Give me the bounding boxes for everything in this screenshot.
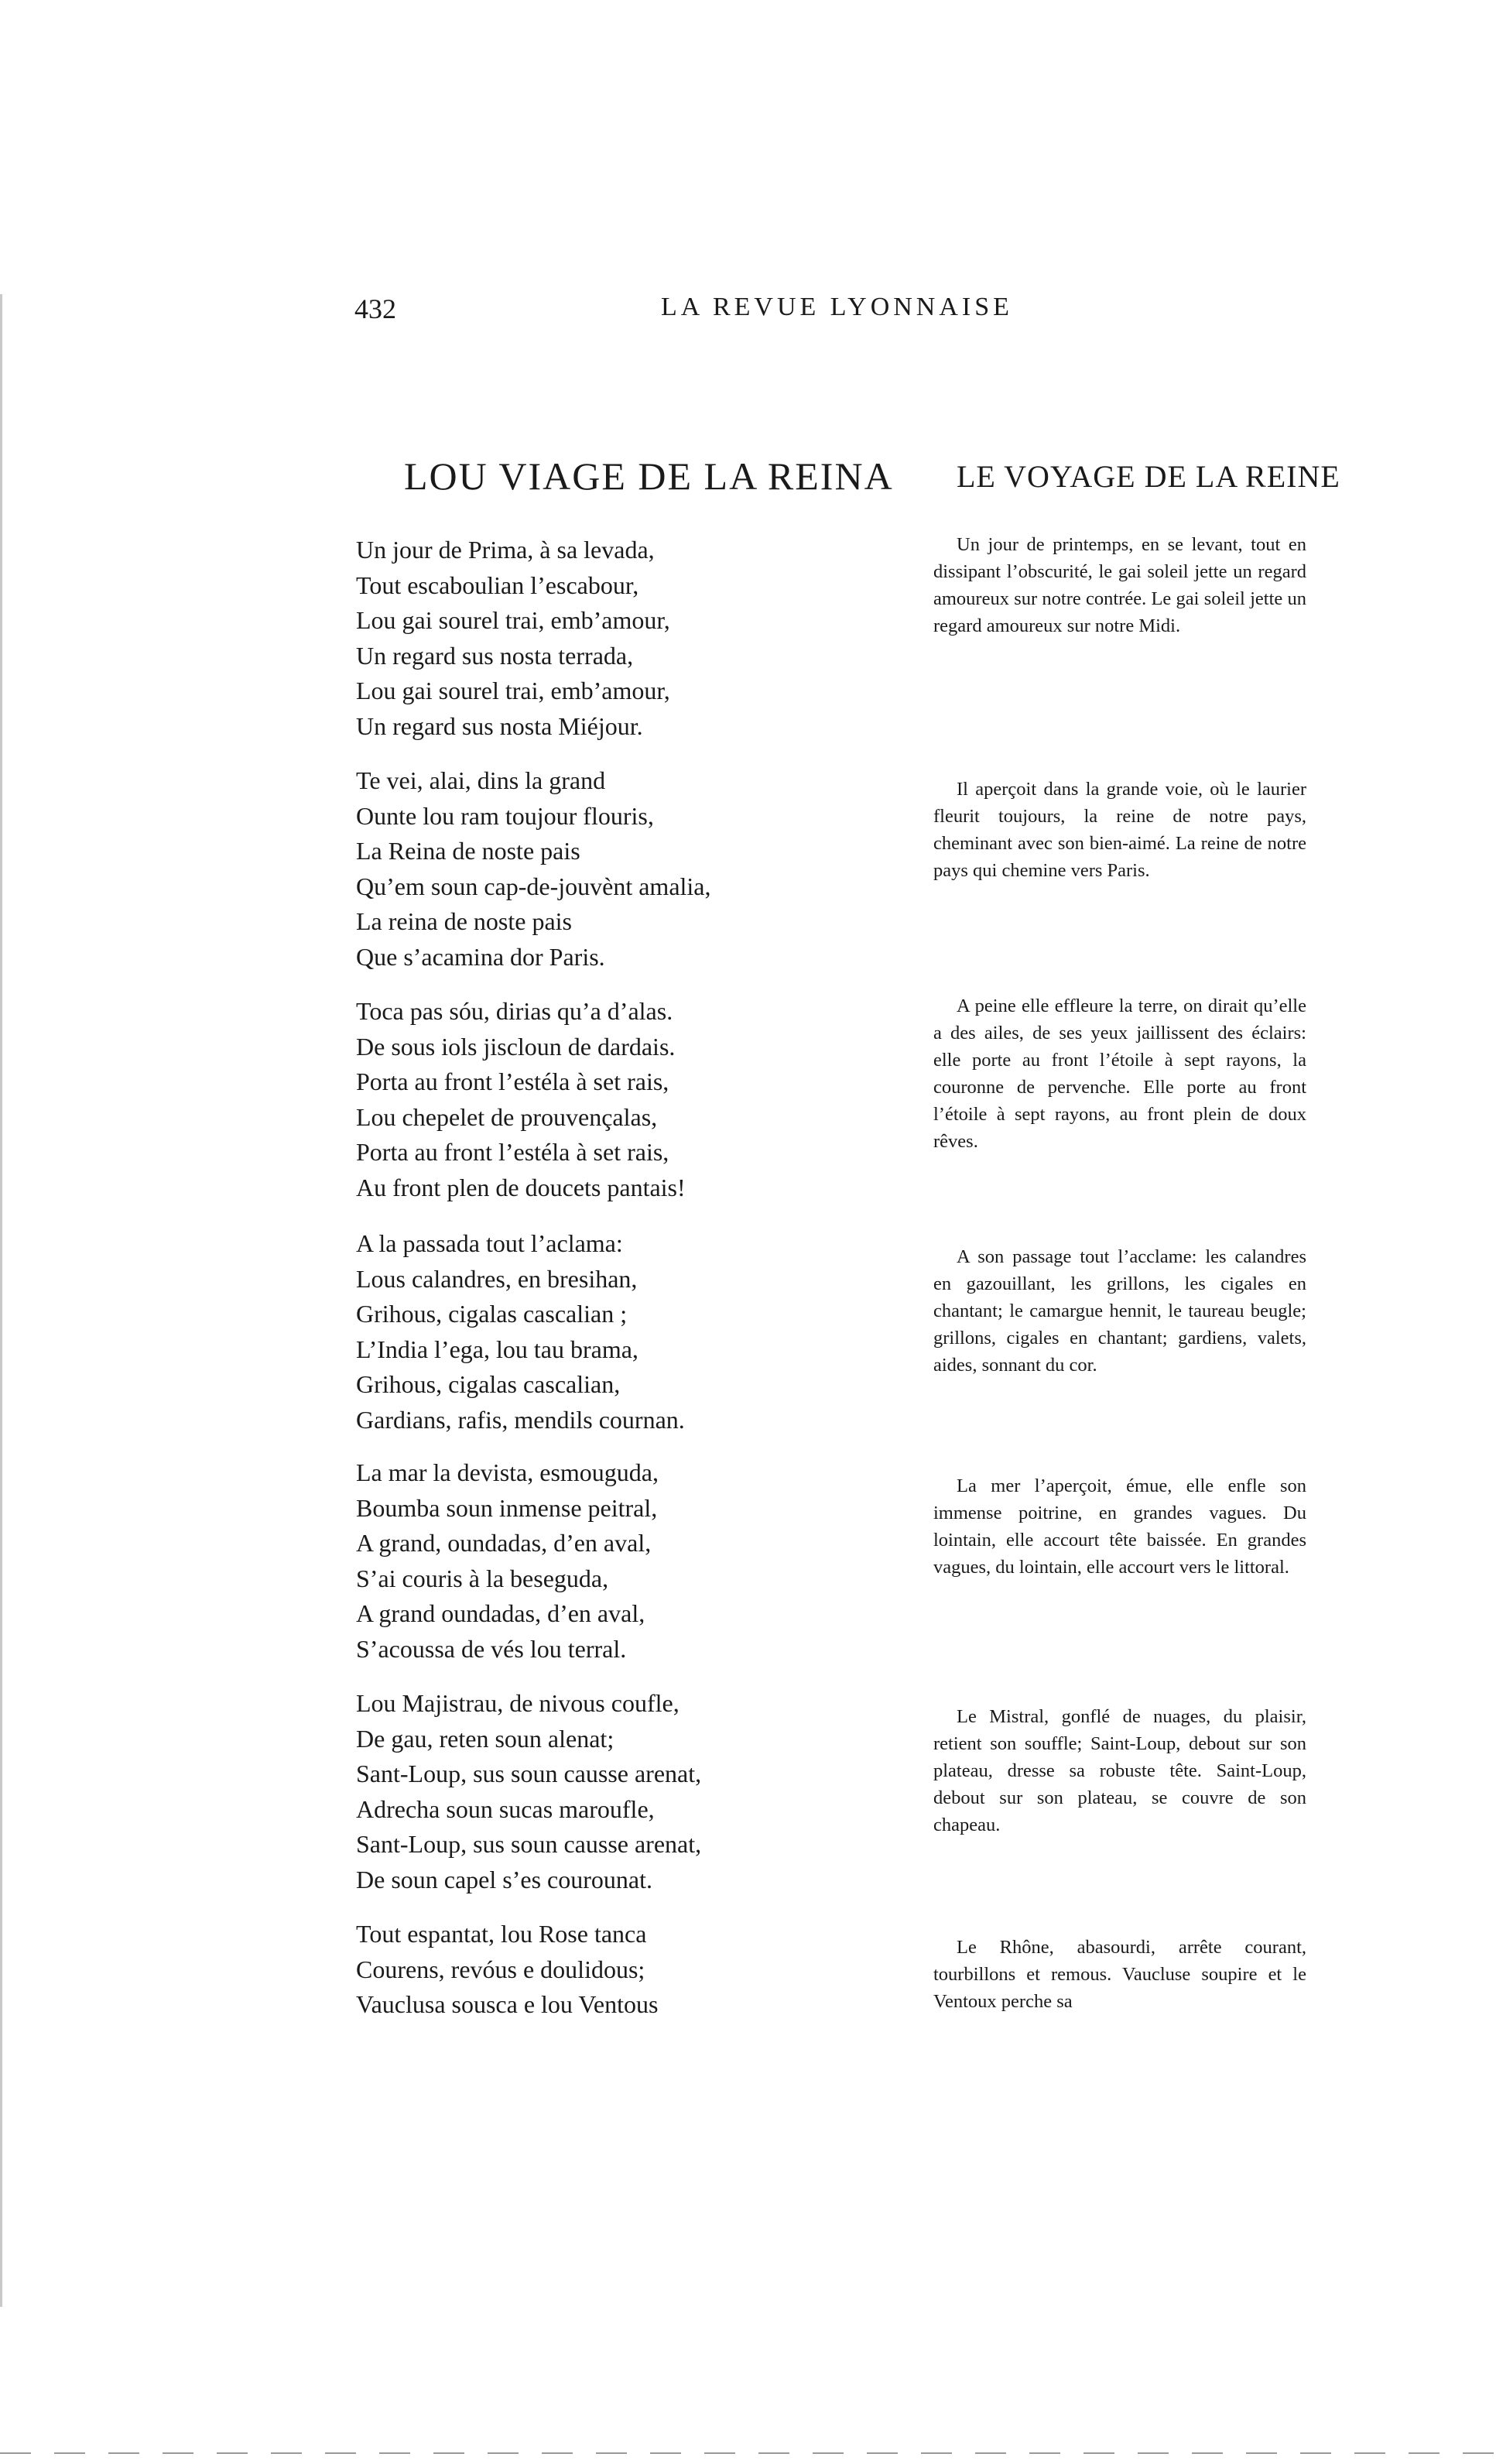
translation-paragraph: Le Mistral, gonflé de nuages, du plaisir, retient son souffle; Saint-Loup, debout sur son plateau, dresse sa robuste tête. Saint-Loup, debout sur son plateau, se couvre de son chapeau. [933,1706,1306,1835]
verse-line: Tout escaboulian l’escabour, [356,571,639,599]
verse-line: Un jour de Prima, à sa levada, [356,536,655,564]
footer-rule [0,2452,1496,2454]
poem-stanza [356,1686,701,1897]
verse-line: Lou Majistrau, de nivous coufle, [356,1689,680,1717]
verse-line: Vauclusa sousca e lou Ventous [356,1990,659,2018]
verse-line: La Reina de noste pais [356,837,580,865]
verse-line: Adrecha soun sucas maroufle, [356,1794,655,1823]
verse-line: Lou gai sourel trai, emb’amour, [356,606,670,634]
verse-line: Lous calandres, en bresihan, [356,1264,638,1293]
verse-line: Porta au front l’estéla à set rais, [356,1138,669,1166]
page-number: 432 [354,293,396,324]
verse-line: Tout espantat, lou Rose tanca [356,1920,647,1948]
translation-paragraph: Il aperçoit dans la grande voie, où le laurier fleurit toujours, la reine de notre pays, cheminant avec son bien-aimé. La reine de notre pays qui chemine vers Paris. [933,779,1306,881]
page-header [354,293,1051,331]
verse-line: Lou gai sourel trai, emb’amour, [356,677,670,704]
verse-line: Lou chepelet de prouvençalas, [356,1102,658,1131]
verse-line: Sant-Loup, sus soun causse arenat, [356,1830,702,1858]
translation-paragraph: A son passage tout l’acclame: les calandres en gazouillant, les grillons, les cigales en chantant; le camargue hennit, le taureau beugle; grillons, cigales en chantant; gardiens, valets, aides, sonnant du cor. [933,1246,1306,1376]
translation-paragraph: Le Rhône, abasourdi, arrête courant, tourbillons et remous. Vaucluse soupire et le Ventoux perche sa [933,1937,1306,2012]
verse-line: Qu’em soun cap-de-jouvènt amalia, [356,872,711,900]
poem-stanza [356,1226,685,1438]
verse-line: Un regard sus nosta Miéjour. [356,711,643,740]
poem-stanza [356,1455,659,1667]
verse-line: Au front plen de doucets pantais! [356,1173,686,1201]
verse-line: De sous iols jiscloun de dardais. [356,1032,676,1061]
poem-stanza [356,1917,658,2023]
running-title: LA REVUE LYONNAISE [661,293,1013,321]
verse-line: Sant-Loup, sus soun causse arenat, [356,1760,702,1787]
verse-line: Grihous, cigalas cascalian, [356,1370,621,1398]
verse-line: Un regard sus nosta terrada, [356,641,634,670]
verse-line: De gau, reten soun alenat; [356,1724,614,1753]
verse-line: Que s’acamina dor Paris. [356,942,605,971]
verse-line: S’ai couris à la beseguda, [356,1564,609,1592]
verse-line: Courens, revóus e doulidous; [356,1955,645,1983]
verse-line: Porta au front l’estéla à set rais, [356,1068,669,1095]
translation-paragraph: Un jour de printemps, en se levant, tout en dissipant l’obscurité, le gai soleil jette un regard amoureux sur notre contrée. Le gai soleil jette un regard amoureux sur notre Midi. [933,534,1306,636]
verse-line: Boumba soun inmense peitral, [356,1493,658,1522]
poem-title: LOU VIAGE DE LA REINA [404,454,894,498]
poem-column [356,454,898,2018]
poem-stanza [356,994,686,1205]
verse-line: La mar la devista, esmouguda, [356,1458,659,1486]
verse-line: Gardians, rafis, mendils cournan. [356,1405,685,1434]
verse-line: A la passada tout l’aclama: [356,1229,623,1257]
verse-line: S’acoussa de vés lou terral. [356,1634,627,1663]
verse-line: L’India l’ega, lou tau brama, [356,1335,638,1363]
page-edge-line [0,294,2,2307]
verse-line: Toca pas sóu, dirias qu’a d’alas. [356,997,673,1025]
verse-line: A grand oundadas, d’en aval, [356,1599,645,1627]
verse-line: A grand, oundadas, d’en aval, [356,1529,652,1557]
translation-title: LE VOYAGE DE LA REINE [957,459,1340,494]
verse-line: Te vei, alai, dins la grand [356,766,606,794]
translation-paragraph: La mer l’aperçoit, émue, elle enfle son immense poitrine, en grandes vagues. Du lointain, elle accourt tête baissée. En grandes vagues, du lointain, elle accourt vers le littoral. [933,1475,1306,1578]
poem-stanza [356,533,670,744]
verse-line: Ounte lou ram toujour flouris, [356,801,654,830]
verse-line: La reina de noste pais [356,907,572,935]
poem-stanza [356,763,711,975]
verse-line: De soun capel s’es courounat. [356,1865,652,1893]
translation-paragraph: A peine elle effleure la terre, on dirait qu’elle a des ailes, de ses yeux jaillissent des éclairs: elle porte au front l’étoile à sept rayons, la couronne de pervenche. Elle porte au front l’étoile à sept rayons, au front plein de doux rêves. [933,996,1306,1152]
verse-line: Grihous, cigalas cascalian ; [356,1300,628,1328]
translation-column [933,458,1340,2012]
